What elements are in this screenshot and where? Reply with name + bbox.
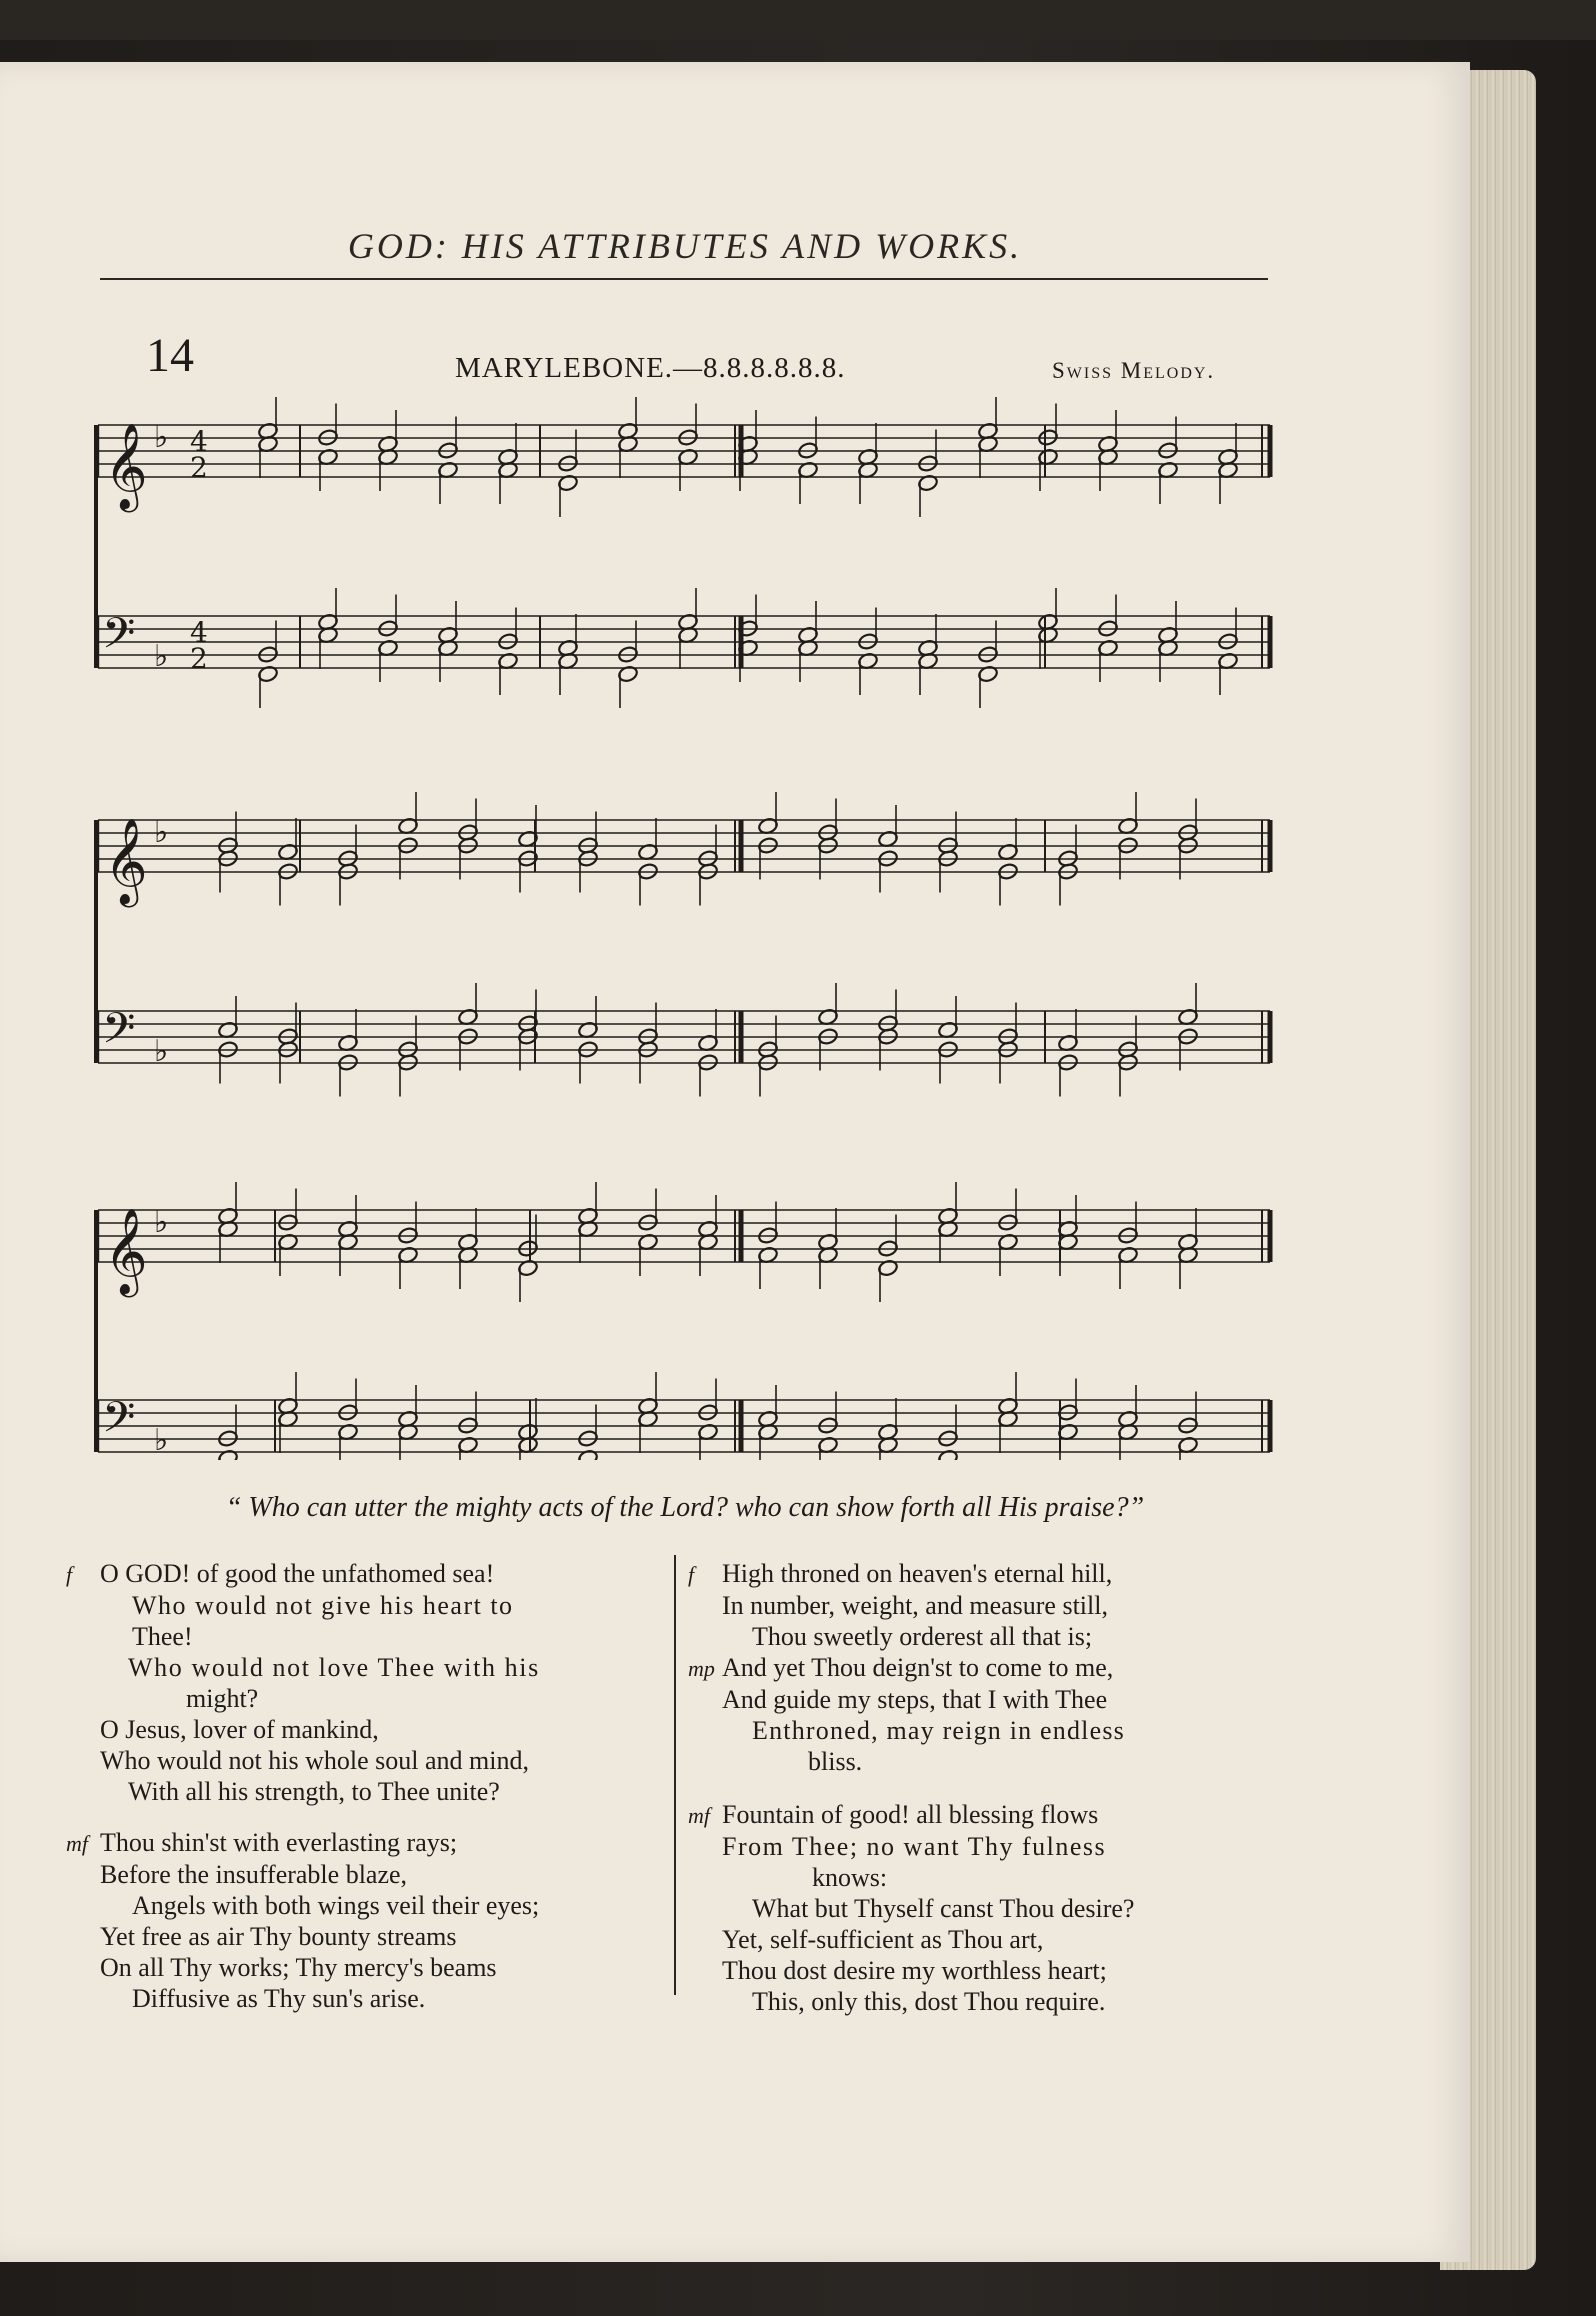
verse-line: Fountain of good! all blessing flows — [722, 1800, 1099, 1829]
verse-line: O GOD! of good the unfathomed sea! — [100, 1559, 495, 1588]
verse-line: might? — [186, 1684, 259, 1713]
verse-line: Yet free as air Thy bounty streams — [100, 1922, 457, 1951]
verse-line: In number, weight, and measure still, — [722, 1591, 1108, 1620]
verse-3 — [688, 1558, 1278, 1777]
bass-clef: 𝄢 — [102, 1004, 136, 1064]
key-signature-flat: ♭ — [154, 420, 169, 455]
verse-line: bliss. — [808, 1747, 863, 1776]
key-signature-flat: ♭ — [154, 1423, 169, 1458]
dynamic-mark: mf — [688, 1803, 710, 1828]
key-signature-flat: ♭ — [154, 815, 169, 850]
dynamic-mark: mp — [688, 1656, 715, 1681]
dynamic-mark: f — [688, 1562, 695, 1587]
tune-title: MARYLEBONE.—8.8.8.8.8.8. — [455, 352, 846, 384]
tune-source: Swiss Melody. — [1052, 358, 1216, 383]
verse-line: With all his strength, to Thee unite? — [128, 1777, 500, 1806]
time-signature-bottom: 2 — [190, 451, 208, 484]
verse-line: Enthroned, may reign in endless — [752, 1716, 1125, 1745]
verses-right-column — [688, 1558, 1278, 2037]
verse-line: Thou dost desire my worthless heart; — [722, 1956, 1107, 1985]
verse-line: And guide my steps, that I with Thee — [722, 1685, 1108, 1714]
verse-line: What but Thyself canst Thou desire? — [752, 1894, 1135, 1923]
verse-line: From Thee; no want Thy fulness — [722, 1832, 1107, 1861]
verse-line: This, only this, dost Thou require. — [752, 1987, 1106, 2016]
treble-clef: 𝄞 — [104, 423, 148, 509]
verse-line: knows: — [812, 1863, 888, 1892]
verse-line: Angels with both wings veil their eyes; — [132, 1891, 540, 1920]
time-signature-bottom: 2 — [190, 642, 208, 675]
verse-line: O Jesus, lover of mankind, — [100, 1715, 379, 1744]
head-rule — [100, 278, 1268, 280]
verse-line: High throned on heaven's eternal hill, — [722, 1559, 1113, 1588]
verse-2 — [66, 1827, 666, 2014]
bass-clef: 𝄢 — [102, 609, 136, 669]
verse-4 — [688, 1799, 1278, 2017]
verse-line: Yet, self-sufficient as Thou art, — [722, 1925, 1044, 1954]
key-signature-flat: ♭ — [154, 1205, 169, 1240]
key-signature-flat: ♭ — [154, 639, 169, 674]
epigraph: “ Who can utter the mighty acts of the Lord? who can show forth all His praise?” — [225, 1492, 1145, 1523]
time-signature-top: 4 — [190, 616, 208, 649]
verse-line: Thee! — [132, 1622, 193, 1651]
verse-line: Diffusive as Thy sun's arise. — [132, 1984, 426, 2013]
dynamic-mark: f — [66, 1562, 73, 1587]
verse-line: And yet Thou deign'st to come to me, — [722, 1653, 1114, 1682]
bass-clef: 𝄢 — [102, 1393, 136, 1453]
running-head: GOD: HIS ATTRIBUTES AND WORKS. — [347, 226, 1023, 266]
verses-left-column — [66, 1558, 666, 2034]
treble-clef: 𝄞 — [104, 818, 148, 904]
treble-clef: 𝄞 — [104, 1208, 148, 1294]
verse-line: Who would not love Thee with his — [128, 1653, 540, 1682]
verse-1 — [66, 1558, 666, 1807]
verse-line: Thou shin'st with everlasting rays; — [100, 1828, 458, 1857]
dynamic-mark: mf — [66, 1831, 88, 1856]
time-signature-top: 4 — [190, 425, 208, 458]
verse-line: On all Thy works; Thy mercy's beams — [100, 1953, 497, 1982]
verse-line: Before the insufferable blaze, — [100, 1860, 408, 1889]
verse-line: Thou sweetly orderest all that is; — [752, 1622, 1093, 1651]
hymn-number: 14 — [146, 329, 194, 382]
verse-line: Who would not his whole soul and mind, — [100, 1746, 529, 1775]
verse-line: Who would not give his heart to — [132, 1591, 514, 1620]
music-score — [0, 380, 1596, 1460]
column-divider — [674, 1555, 676, 1995]
key-signature-flat: ♭ — [154, 1034, 169, 1069]
